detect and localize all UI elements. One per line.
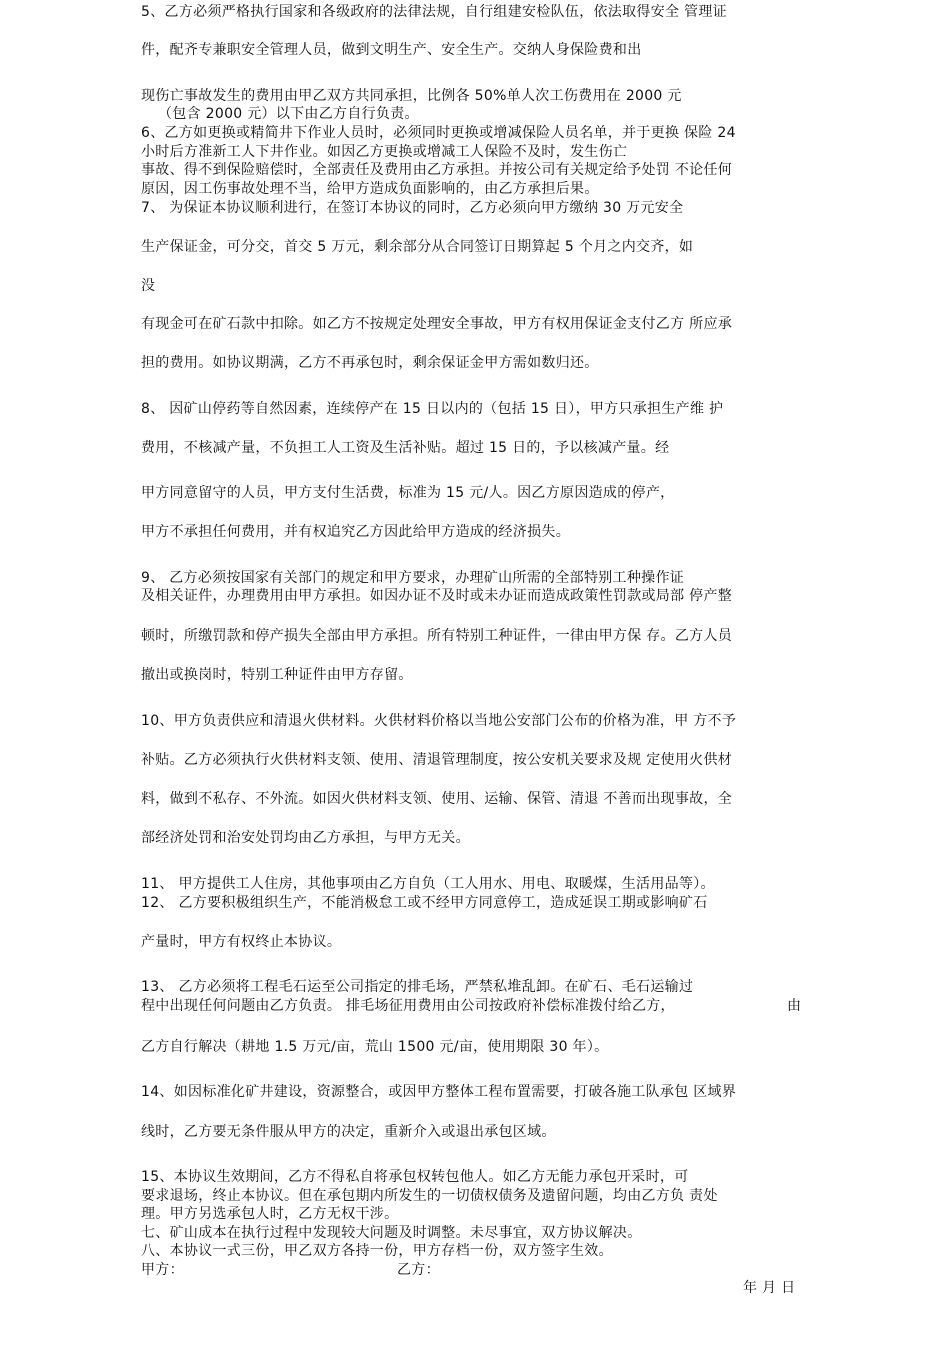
text-line: 8、 因矿山停药等自然因素，连续停产在 15 日以内的（包括 15 日），甲方只承担生产维 护 [141, 401, 724, 417]
text-line: 年 月 日 [743, 1280, 796, 1296]
text-line: 14、如因标准化矿井建设，资源整合，或因甲方整体工程布置需要，打破各施工队承包 区域界 [141, 1084, 737, 1100]
text-line: 由 [787, 998, 802, 1014]
text-line: 乙方： [397, 1262, 440, 1278]
text-line: 产量时，甲方有权终止本协议。 [141, 934, 342, 950]
text-line: 理。甲方另选承包人时，乙方无权干涉。 [141, 1206, 399, 1222]
text-line: 9、 乙方必须按国家有关部门的规定和甲方要求，办理矿山所需的全部特别工种操作证 [141, 570, 685, 586]
text-line: 线时，乙方要无条件服从甲方的决定，重新介入或退出承包区域。 [141, 1124, 556, 1140]
text-line: 甲方： [141, 1262, 184, 1278]
text-line: 程中出现任何问题由乙方负责。 排毛场征用费用由公司按政府补偿标准拨付给乙方， [141, 998, 675, 1014]
text-line: 小时后方准新工人下井作业。如因乙方更换或增减工人保险不及时，发生伤亡 [141, 144, 628, 160]
text-line: 八、本协议一式三份，甲乙双方各持一份，甲方存档一份，双方签字生效。 [141, 1243, 613, 1259]
text-line: 补贴。乙方必须执行火供材料支领、使用、清退管理制度，按公安机关要求及规 定使用火供材 [141, 752, 733, 768]
text-line: 11、 甲方提供工人住房，其他事项由乙方自负（工人用水、用电、取暖煤，生活用品等）。 [141, 876, 715, 892]
text-line: 及相关证件，办理费用由甲方承担。如因办证不及时或未办证而造成政策性罚款或局部 停产整 [141, 588, 733, 604]
text-line: 12、 乙方要积极组织生产，不能消极怠工或不经甲方同意停工，造成延误工期或影响矿石 [141, 895, 708, 911]
text-line: 生产保证金，可分交，首交 5 万元，剩余部分从合同签订日期算起 5 个月之内交齐，如 [141, 239, 694, 255]
text-line: 部经济处罚和治安处罚均由乙方承担，与甲方无关。 [141, 830, 470, 846]
text-line: 7、 为保证本协议顺利进行，在签订本协议的同时，乙方必须向甲方缴纳 30 万元安全 [141, 200, 684, 216]
text-line: 事故、得不到保险赔偿时，全部责任及费用由乙方承担。并按公司有关规定给予处罚 不论任何 [141, 162, 733, 178]
text-line: 没 [141, 278, 156, 294]
text-line: 件，配齐专兼职安全管理人员，做到文明生产、安全生产。交纳人身保险费和出 [141, 42, 642, 58]
text-line: 料，做到不私存、不外流。如因火供材料支领、使用、运输、保管、清退 不善而出现事故，全 [141, 791, 733, 807]
text-line: 5、乙方必须严格执行国家和各级政府的法律法规，自行组建安检队伍，依法取得安全 管理证 [141, 4, 727, 20]
text-line: 费用，不核减产量，不负担工人工资及生活补贴。超过 15 日的，予以核减产量。经 [141, 440, 670, 456]
text-line: 10、甲方负责供应和清退火供材料。火供材料价格以当地公安部门公布的价格为准，甲 方不予 [141, 713, 737, 729]
text-line: 七、矿山成本在执行过程中发现较大问题及时调整。未尽事宜，双方协议解决。 [141, 1225, 642, 1241]
text-line: 要求退场，终止本协议。但在承包期内所发生的一切债权债务及遗留问题，均由乙方负 责处 [141, 1188, 718, 1204]
text-line: 现伤亡事故发生的费用由甲乙双方共同承担，比例各 50%单人次工伤费用在 2000 元 [141, 88, 682, 104]
text-line: 有现金可在矿石款中扣除。如乙方不按规定处理安全事故，甲方有权用保证金支付乙方 所应承 [141, 316, 733, 332]
text-line: 15、本协议生效期间，乙方不得私自将承包权转包他人。如乙方无能力承包开采时，可 [141, 1169, 689, 1185]
text-line: （包含 2000 元）以下由乙方自行负责。 [158, 106, 419, 122]
text-line: 6、乙方如更换或精简井下作业人员时，必须同时更换或增减保险人员名单，并于更换 保险 24 [141, 125, 736, 141]
text-line: 撤出或换岗时，特别工种证件由甲方存留。 [141, 667, 413, 683]
text-line: 原因，因工伤事故处理不当，给甲方造成负面影响的，由乙方承担后果。 [141, 181, 599, 197]
text-line: 13、 乙方必须将工程毛石运至公司指定的排毛场，严禁私堆乱卸。在矿石、毛石运输过 [141, 979, 694, 995]
text-line: 乙方自行解决（耕地 1.5 万元/亩，荒山 1500 元/亩，使用期限 30 年）。 [141, 1039, 609, 1055]
text-line: 担的费用。如协议期满，乙方不再承包时，剩余保证金甲方需如数归还。 [141, 355, 599, 371]
text-line: 甲方不承担任何费用，并有权追究乙方因此给甲方造成的经济损失。 [141, 524, 570, 540]
text-line: 甲方同意留守的人员，甲方支付生活费，标准为 15 元/人。因乙方原因造成的停产， [141, 485, 675, 501]
text-line: 顿时，所缴罚款和停产损失全部由甲方承担。所有特别工种证件，一律由甲方保 存。乙方人员 [141, 628, 733, 644]
